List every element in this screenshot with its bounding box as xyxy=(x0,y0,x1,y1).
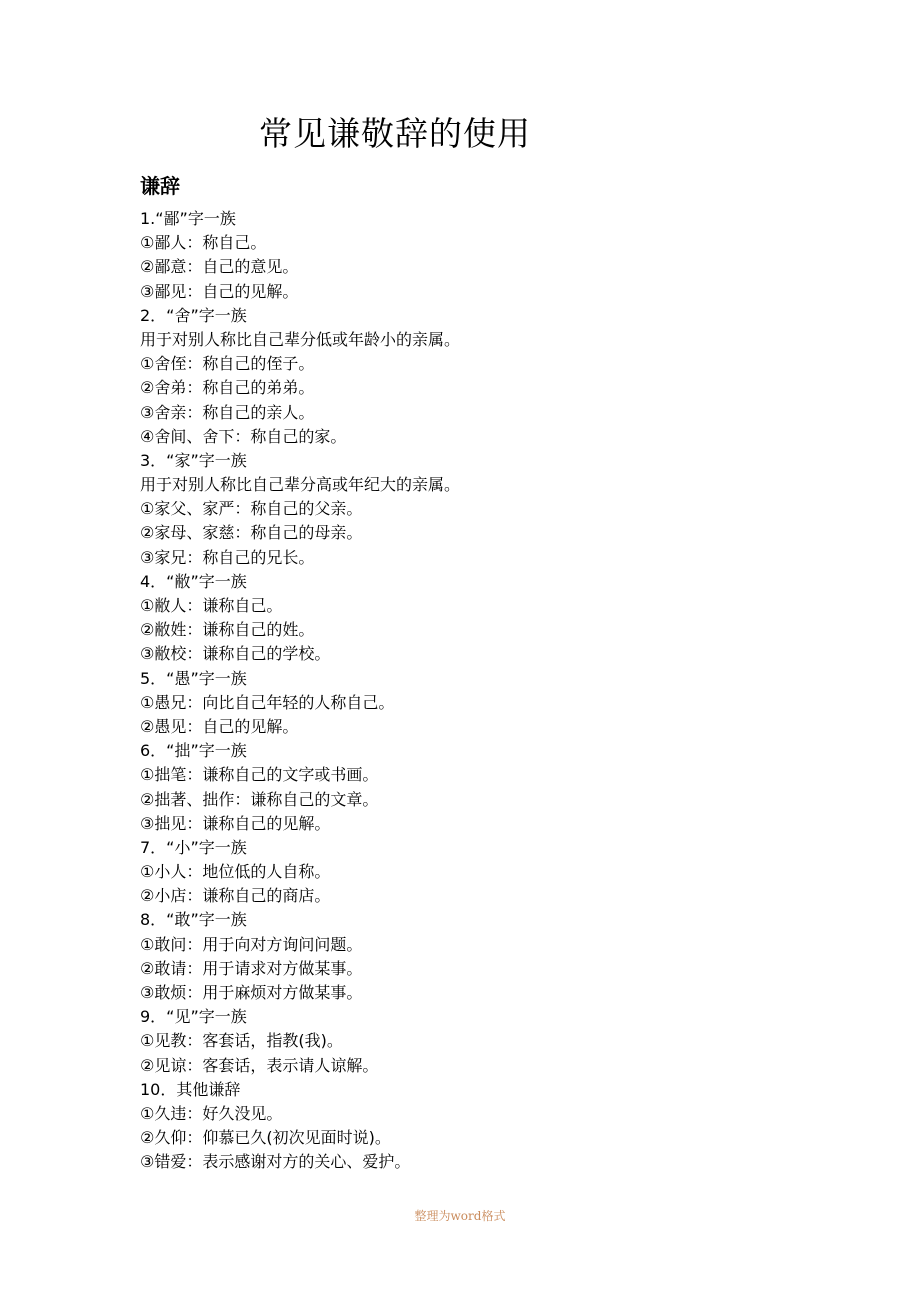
text-line: 9．“见”字一族 xyxy=(140,1007,247,1027)
text-line: ①舍侄：称自己的侄子。 xyxy=(140,354,315,374)
text-line: ③家兄：称自己的兄长。 xyxy=(140,547,315,567)
text-line: ①拙笔：谦称自己的文字或书画。 xyxy=(140,765,379,785)
document-body xyxy=(140,207,860,1175)
text-line: ②敝姓：谦称自己的姓。 xyxy=(140,620,315,640)
text-line: ①久违：好久没见。 xyxy=(140,1103,283,1123)
page-title: 常见谦敬辞的使用 xyxy=(259,114,531,153)
text-line: ①敝人：谦称自己。 xyxy=(140,596,283,615)
text-line: 7．“小”字一族 xyxy=(140,837,247,857)
text-line: 4．“敝”字一族 xyxy=(140,571,247,591)
text-line: 6．“拙”字一族 xyxy=(140,741,247,761)
text-line: ①家父、家严：称自己的父亲。 xyxy=(140,499,363,519)
text-line: 用于对别人称比自己辈分高或年纪大的亲属。 xyxy=(140,475,461,495)
text-line: ②见谅：客套话，表示请人谅解。 xyxy=(140,1055,379,1075)
text-line: ②拙著、拙作：谦称自己的文章。 xyxy=(140,789,379,809)
text-line: ①鄙人：称自己。 xyxy=(140,233,267,253)
text-line: ③拙见：谦称自己的见解。 xyxy=(140,813,331,833)
page-footer: 整理为word格式 xyxy=(414,1209,506,1223)
text-line: ④舍间、舍下：称自己的家。 xyxy=(140,426,347,446)
text-line: ②家母、家慈：称自己的母亲。 xyxy=(140,523,363,543)
text-line: ③鄙见：自己的见解。 xyxy=(140,281,299,301)
text-line: ③敝校：谦称自己的学校。 xyxy=(140,644,331,664)
text-line: 8．“敢”字一族 xyxy=(140,910,247,930)
text-line: 5．“愚”字一族 xyxy=(140,668,247,688)
text-line: ①见教：客套话，指教(我)。 xyxy=(140,1031,343,1051)
text-line: ①愚兄：向比自己年轻的人称自己。 xyxy=(140,692,395,712)
text-line: ①敢问：用于向对方询问问题。 xyxy=(140,934,363,954)
text-line: ②敢请：用于请求对方做某事。 xyxy=(140,958,363,978)
text-line: 3．“家”字一族 xyxy=(140,450,247,470)
text-line: ③舍亲：称自己的亲人。 xyxy=(140,402,315,422)
text-line: ①小人：地位低的人自称。 xyxy=(140,862,331,882)
text-line: 2．“舍”字一族 xyxy=(140,305,247,325)
text-line: ②舍弟：称自己的弟弟。 xyxy=(140,378,315,398)
text-line: 1.“鄙”字一族 xyxy=(140,209,236,228)
text-line: ②小店：谦称自己的商店。 xyxy=(140,886,331,906)
text-line: ②愚见：自己的见解。 xyxy=(140,716,299,736)
text-line: ②鄙意：自己的意见。 xyxy=(140,257,299,277)
text-line: 10．其他谦辞 xyxy=(140,1079,241,1099)
text-line: 用于对别人称比自己辈分低或年龄小的亲属。 xyxy=(140,329,461,349)
section-heading: 谦辞 xyxy=(140,174,180,198)
text-line: ③错爱：表示感谢对方的关心、爱护。 xyxy=(140,1152,411,1172)
text-line: ②久仰：仰慕已久(初次见面时说)。 xyxy=(140,1128,391,1148)
text-line: ③敢烦：用于麻烦对方做某事。 xyxy=(140,983,363,1002)
